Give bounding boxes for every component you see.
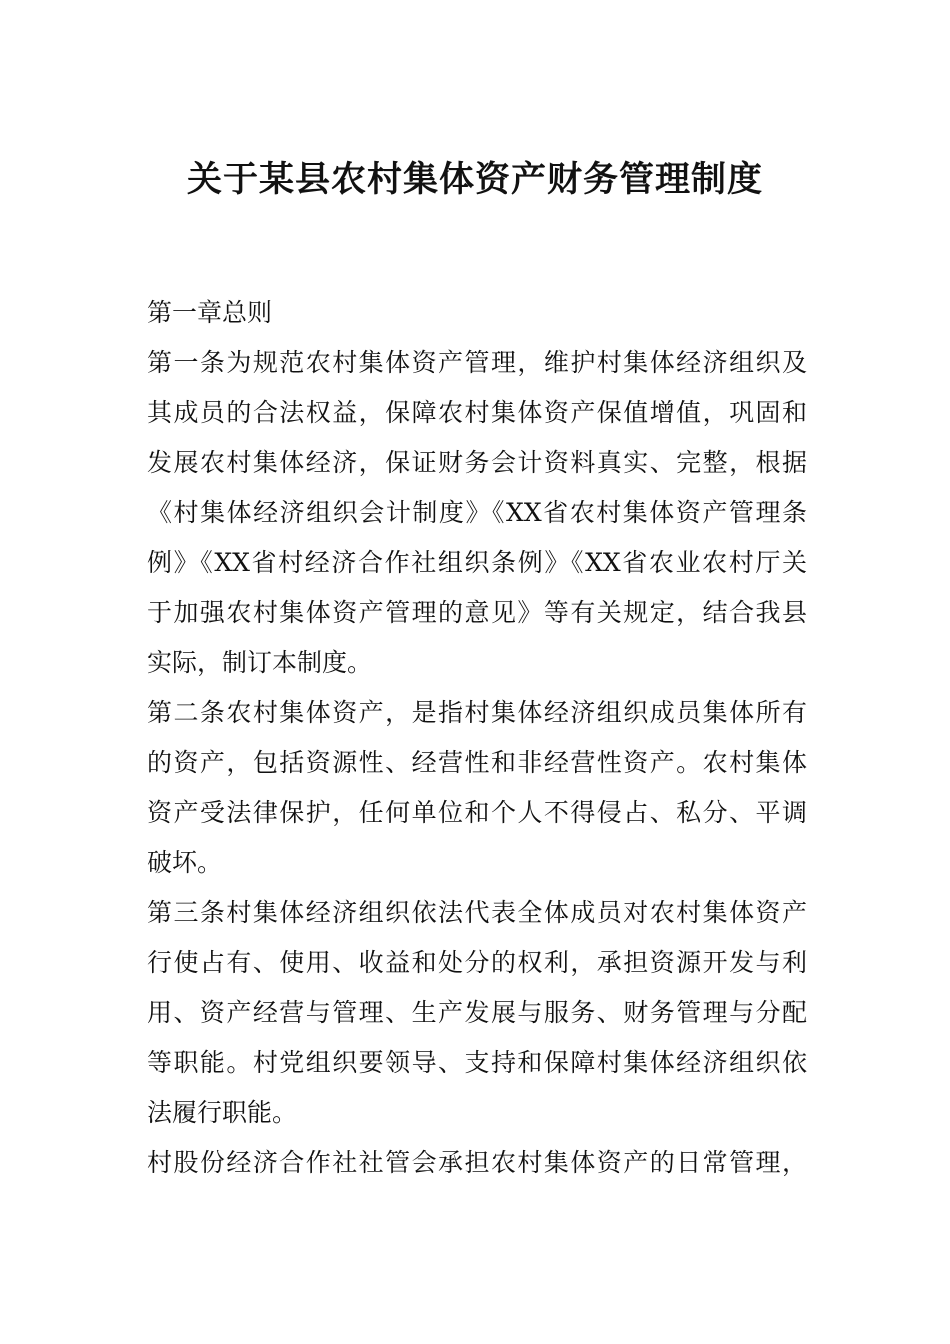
body-line: 发展农村集体经济，保证财务会计资料真实、完整，根据 bbox=[147, 448, 807, 477]
body-line: 资产受法律保护，任何单位和个人不得侵占、私分、平调 bbox=[147, 798, 807, 827]
body-line: 第二条农村集体资产，是指村集体经济组织成员集体所有 bbox=[147, 698, 807, 727]
body-line: 破坏。 bbox=[147, 848, 223, 877]
body-line: 其成员的合法权益，保障农村集体资产保值增值，巩固和 bbox=[147, 398, 807, 427]
body-line: 《村集体经济组织会计制度》《XX省农村集体资产管理条 bbox=[147, 498, 807, 527]
document-body bbox=[147, 288, 807, 1188]
body-line: 例》《XX省村经济合作社组织条例》《XX省农业农村厅关 bbox=[147, 548, 807, 577]
body-line: 第一条为规范农村集体资产管理，维护村集体经济组织及 bbox=[147, 348, 807, 377]
body-line: 第三条村集体经济组织依法代表全体成员对农村集体资产 bbox=[147, 898, 807, 927]
body-line: 的资产，包括资源性、经营性和非经营性资产。农村集体 bbox=[147, 748, 807, 777]
body-line: 于加强农村集体资产管理的意见》等有关规定，结合我县 bbox=[147, 598, 807, 627]
body-line: 等职能。村党组织要领导、支持和保障村集体经济组织依 bbox=[147, 1048, 807, 1077]
document-title: 关于某县农村集体资产财务管理制度 bbox=[186, 159, 763, 200]
body-line: 法履行职能。 bbox=[147, 1098, 298, 1127]
body-line: 实际，制订本制度。 bbox=[147, 648, 373, 677]
body-line: 村股份经济合作社社管会承担农村集体资产的日常管理， bbox=[147, 1148, 807, 1177]
body-line: 第一章总则 bbox=[147, 298, 273, 327]
body-line: 行使占有、使用、收益和处分的权利，承担资源开发与利 bbox=[147, 948, 807, 977]
body-line: 用、资产经营与管理、生产发展与服务、财务管理与分配 bbox=[147, 998, 807, 1027]
